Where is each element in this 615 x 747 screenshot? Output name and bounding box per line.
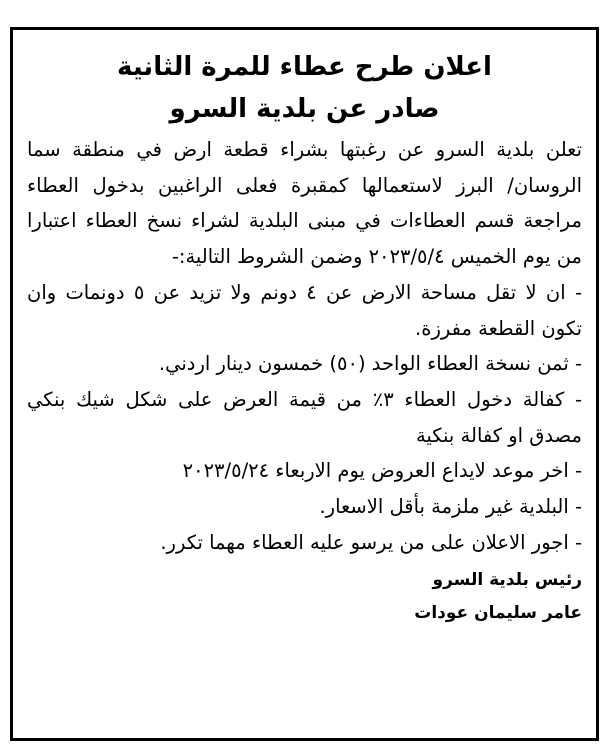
condition-area: - ان لا تقل مساحة الارض عن ٤ دونم ولا تزيد عن ٥ دونمات وان تكون القطعة مفرزة.: [27, 280, 582, 340]
condition-copy-price: - ثمن نسخة العطاء الواحد (٥٠) خمسون دينار اردني.: [158, 352, 582, 376]
notice-title: اعلان طرح عطاء للمرة الثانية: [117, 52, 492, 82]
notice-body: [27, 132, 582, 560]
signature-title: رئيس بلدية السرو: [432, 570, 582, 591]
condition-bid-bond: - كفالة دخول العطاء ٣٪ من قيمة العرض على شكل شيك بنكي مصدق او كفالة بنكية: [27, 387, 582, 447]
condition-deadline: - اخر موعد لايداع العروض يوم الاربعاء ٢٠٢٣/٥/٢٤: [182, 459, 582, 483]
notice-content: [27, 46, 582, 630]
notice-issuer: صادر عن بلدية السرو: [169, 94, 440, 124]
signature-name: عامر سليمان عودات: [414, 603, 582, 624]
condition-lowest-price: - البلدية غير ملزمة بأقل الاسعار.: [319, 495, 582, 519]
tender-notice: [10, 27, 599, 741]
intro-paragraph: تعلن بلدية السرو عن رغبتها بشراء قطعة ارض في منطقة سما الروسان/ البرز لاستعمالها كمقبرة فعلى الراغبين بدخول العطاء مراجعة قسم العطاءات في مبنى البلدية لشراء نسخ العطاء اعتبارا من يوم الخميس ٢٠٢٣/٥/٤ وضمن الشروط التالية:-: [27, 138, 582, 269]
condition-ad-fees: - اجور الاعلان على من يرسو عليه العطاء مهما تكرر.: [160, 530, 582, 554]
signature-block: [27, 564, 582, 630]
